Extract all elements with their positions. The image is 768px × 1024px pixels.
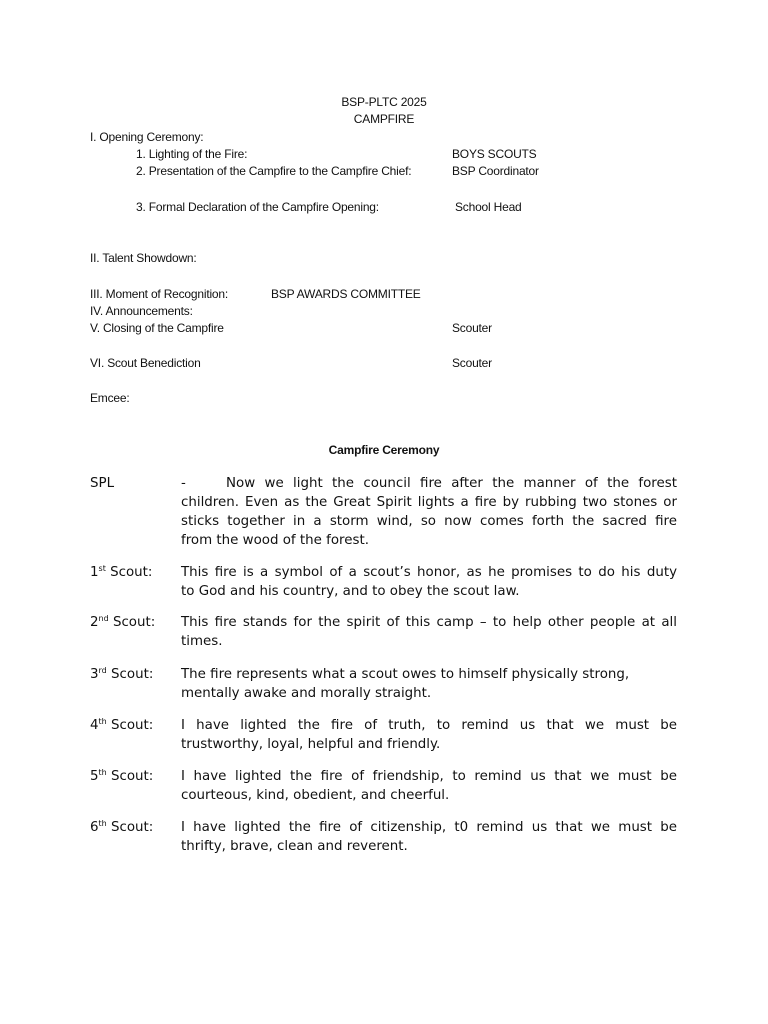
item1-person: BOYS SCOUTS <box>452 147 537 161</box>
scout-4-line-1: I have lighted the fire of truth, to remind us that we must be <box>181 718 677 733</box>
closing-person: Scouter <box>452 321 492 335</box>
scout-6-line-1: I have lighted the fire of citizenship, t0 remind us that we must be <box>181 820 677 835</box>
scout-2-row <box>90 613 677 653</box>
scout-4-speaker: 4th Scout: <box>90 717 154 733</box>
scout-2-speaker: 2nd Scout: <box>90 614 156 630</box>
item3-label: 3. Formal Declaration of the Campfire Opening: <box>136 200 379 214</box>
spl-line-2: children. Even as the Great Spirit lights a fire by rubbing two stones or <box>181 495 677 510</box>
scout-6-line-2: thrifty, brave, clean and reverent. <box>181 839 408 854</box>
recognition-person: BSP AWARDS COMMITTEE <box>271 287 421 301</box>
scout-6-speaker: 6th Scout: <box>90 819 154 835</box>
item1-label: 1. Lighting of the Fire: <box>136 147 248 161</box>
spl-line-3: sticks together in a storm wind, so now comes forth the sacred fire <box>181 514 677 529</box>
scout-1-line-1: This fire is a symbol of a scout’s honor, as he promises to do his duty <box>181 565 677 580</box>
scout-1-speaker: 1st Scout: <box>90 564 153 580</box>
scout-3-row <box>90 665 677 705</box>
program-title: BSP-PLTC 2025 <box>341 95 427 109</box>
spl-speaker: SPL <box>90 476 115 491</box>
scout-2-line-1: This fire stands for the spirit of this camp – to help other people at all <box>181 615 677 630</box>
program-subtitle: CAMPFIRE <box>353 112 415 126</box>
section-opening: I. Opening Ceremony: <box>90 130 204 144</box>
spl-row <box>90 474 677 552</box>
scout-3-speaker: 3rd Scout: <box>90 666 154 682</box>
emcee-label: Emcee: <box>90 391 130 405</box>
scout-4-row <box>90 716 677 756</box>
benediction-label: VI. Scout Benediction <box>90 356 201 370</box>
scout-6-row <box>90 818 677 858</box>
spl-line-4: from the wood of the forest. <box>181 533 369 548</box>
scout-5-line-2: courteous, kind, obedient, and cheerful. <box>181 788 450 803</box>
scout-5-speaker: 5th Scout: <box>90 768 154 784</box>
scout-4-line-2: trustworthy, loyal, helpful and friendly. <box>181 737 441 752</box>
scout-3-line-2: mentally awake and morally straight. <box>181 686 432 701</box>
scout-2-line-2: times. <box>181 634 223 649</box>
closing-label: V. Closing of the Campfire <box>90 321 224 335</box>
recognition-label: III. Moment of Recognition: <box>90 287 229 301</box>
scout-3-line-1: The fire represents what a scout owes to himself physically strong, <box>181 667 630 682</box>
benediction-person: Scouter <box>452 356 492 370</box>
scout-5-row <box>90 767 677 807</box>
section-talent: II. Talent Showdown: <box>90 251 197 265</box>
scout-1-line-2: to God and his country, and to obey the scout law. <box>181 584 520 599</box>
item2-person: BSP Coordinator <box>452 164 539 178</box>
item2-label: 2. Presentation of the Campfire to the Campfire Chief: <box>136 164 412 178</box>
scout-5-line-1: I have lighted the fire of friendship, to remind us that we must be <box>181 769 677 784</box>
spl-dash: - <box>181 476 186 491</box>
item3-person: School Head <box>455 200 522 214</box>
spl-line-1: - Now we light the council fire after the manner of the forest <box>181 474 677 493</box>
section-announcements: IV. Announcements: <box>90 304 193 318</box>
ceremony-heading: Campfire Ceremony <box>328 443 440 457</box>
scout-1-row <box>90 563 677 603</box>
